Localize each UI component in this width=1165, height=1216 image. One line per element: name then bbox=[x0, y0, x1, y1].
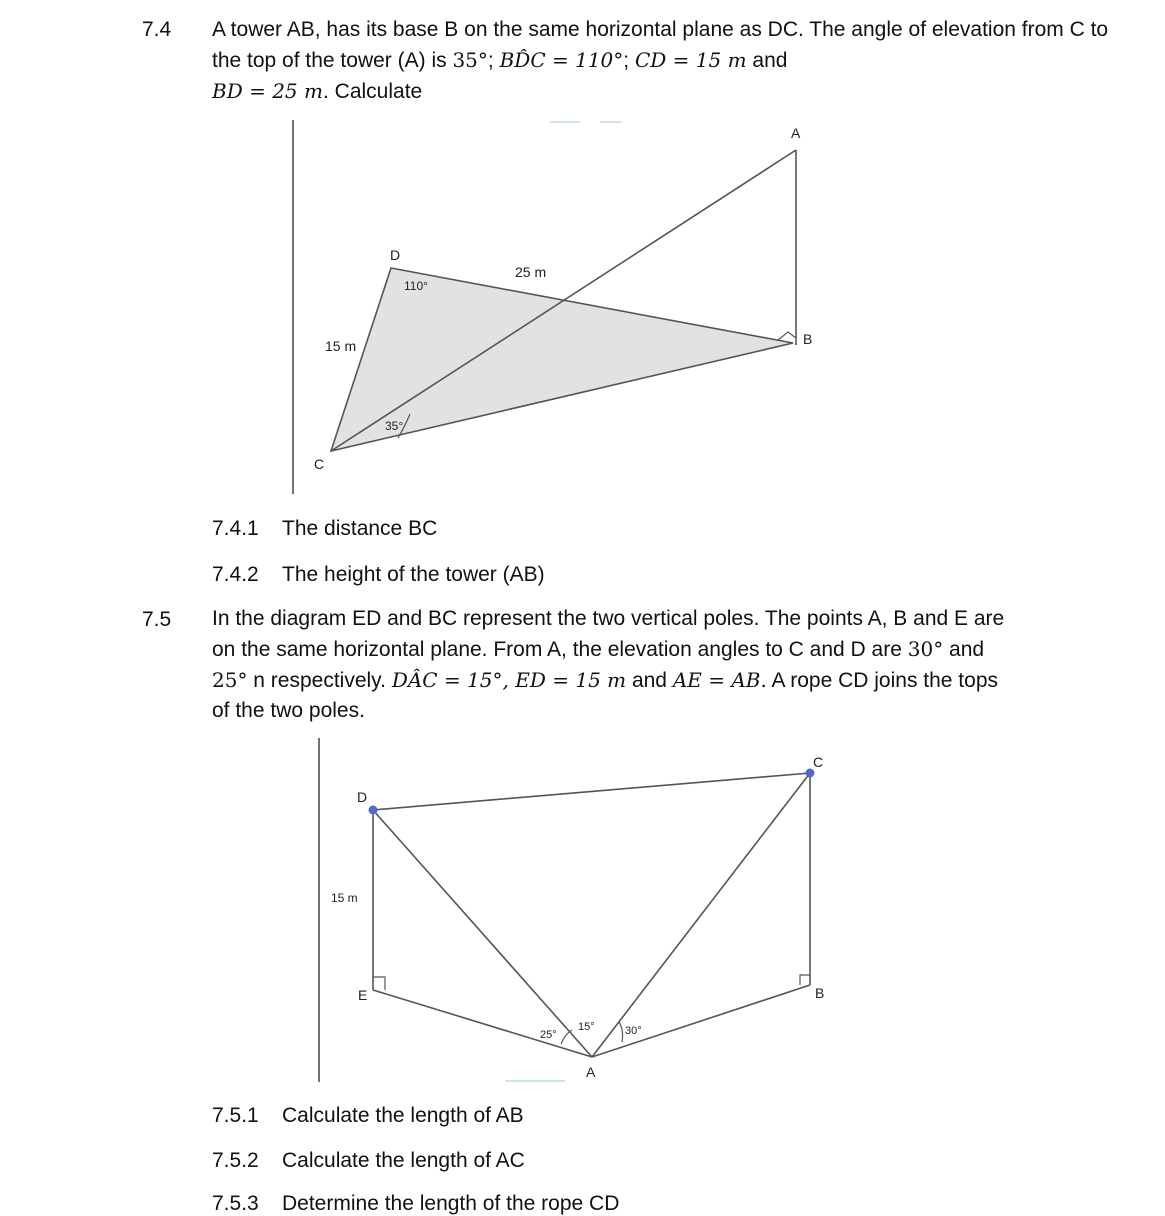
q75-text-n: n respectively. bbox=[253, 669, 386, 692]
q75-text-b: A rope CD joins the tops of the two poles. bbox=[212, 669, 999, 722]
sub-7-4-1-number: 7.4.1 bbox=[212, 517, 259, 540]
sub-7-5-3-text: Determine the length of the rope CD bbox=[282, 1192, 620, 1215]
q74-angle-bdc: BD̂C = 110° bbox=[499, 48, 624, 72]
q75-dac: DÂC = 15°, ED = 15 m bbox=[391, 668, 627, 692]
fig75-label-d: D bbox=[357, 789, 368, 805]
fig75-line-ba bbox=[592, 985, 810, 1057]
sub-7-4-1-text: The distance BC bbox=[282, 517, 438, 540]
fig75-right-angle-b bbox=[800, 975, 810, 985]
sub-7-5-2-text: Calculate the length of AC bbox=[282, 1149, 525, 1172]
sub-7-5-3-number: 7.5.3 bbox=[212, 1192, 259, 1215]
subquestion-7-5-1 bbox=[212, 1104, 524, 1128]
fig75-label-e: E bbox=[358, 987, 368, 1003]
subquestion-7-5-3 bbox=[212, 1192, 619, 1216]
q74-cd: CD = 15 m bbox=[634, 48, 747, 72]
fig74-label-b: B bbox=[803, 331, 813, 347]
q74-sep2: ; bbox=[623, 49, 630, 72]
sub-7-4-2-number: 7.4.2 bbox=[212, 563, 259, 586]
q75-and2: and bbox=[631, 669, 667, 692]
fig75-angle-15: 15° bbox=[578, 1021, 595, 1033]
q74-text-a: A tower AB, has its base B on the same horizontal plane as DC. The angle of elevation from C to the top of the tower (A) is bbox=[212, 18, 1109, 72]
fig74-label-a: A bbox=[791, 125, 801, 141]
fig75-angle-25: 25° bbox=[540, 1029, 557, 1041]
sub-7-5-1-text: Calculate the length of AB bbox=[282, 1104, 524, 1127]
question-number-7-4: 7.4 bbox=[142, 18, 172, 41]
q74-text-b: . Calculate bbox=[322, 80, 423, 103]
fig74-label-c: C bbox=[314, 456, 325, 472]
q75-ae: AE = AB. bbox=[672, 668, 767, 692]
question-number-7-5: 7.5 bbox=[142, 608, 172, 631]
fig75-arc-30 bbox=[619, 1022, 623, 1042]
fig75-label-b: B bbox=[815, 985, 825, 1001]
fig75-label-a: A bbox=[586, 1064, 596, 1080]
fig75-right-angle-e bbox=[373, 977, 385, 990]
fig75-angle-30: 30° bbox=[625, 1025, 642, 1037]
q74-sep1: ; bbox=[487, 49, 494, 72]
fig75-label-15m: 15 m bbox=[331, 891, 358, 905]
fig74-label-d: D bbox=[390, 247, 401, 263]
q75-and1: and bbox=[949, 638, 985, 661]
sub-7-5-1-number: 7.5.1 bbox=[212, 1104, 259, 1127]
fig74-angle-110: 110° bbox=[404, 279, 428, 293]
sub-7-4-2-text: The height of the tower (AB) bbox=[282, 563, 545, 586]
fig75-line-da bbox=[373, 810, 592, 1057]
subquestion-7-5-2 bbox=[212, 1149, 525, 1173]
q75-angle-30: 30° bbox=[907, 637, 944, 661]
fig75-line-ea bbox=[373, 990, 592, 1057]
fig75-point-d bbox=[369, 806, 378, 815]
fig74-angle-35: 35° bbox=[385, 419, 404, 433]
q74-and: and bbox=[752, 49, 788, 72]
sub-7-5-2-number: 7.5.2 bbox=[212, 1149, 259, 1172]
q74-bd: BD = 25 m bbox=[212, 79, 323, 103]
q75-text-a: In the diagram ED and BC represent the two vertical poles. The points A, B and E are on the same horizontal plane. From A, the elevation angles to C and D are bbox=[212, 607, 1005, 661]
fig75-label-c: C bbox=[813, 754, 824, 770]
fig74-label-15m: 15 m bbox=[325, 338, 357, 354]
q75-angle-25: 25° bbox=[212, 668, 248, 692]
fig75-rope-cd bbox=[373, 773, 810, 810]
fig75-line-ca bbox=[592, 773, 810, 1057]
fig74-label-25m: 25 m bbox=[515, 264, 547, 280]
q74-angle-elev: 35° bbox=[452, 48, 488, 72]
